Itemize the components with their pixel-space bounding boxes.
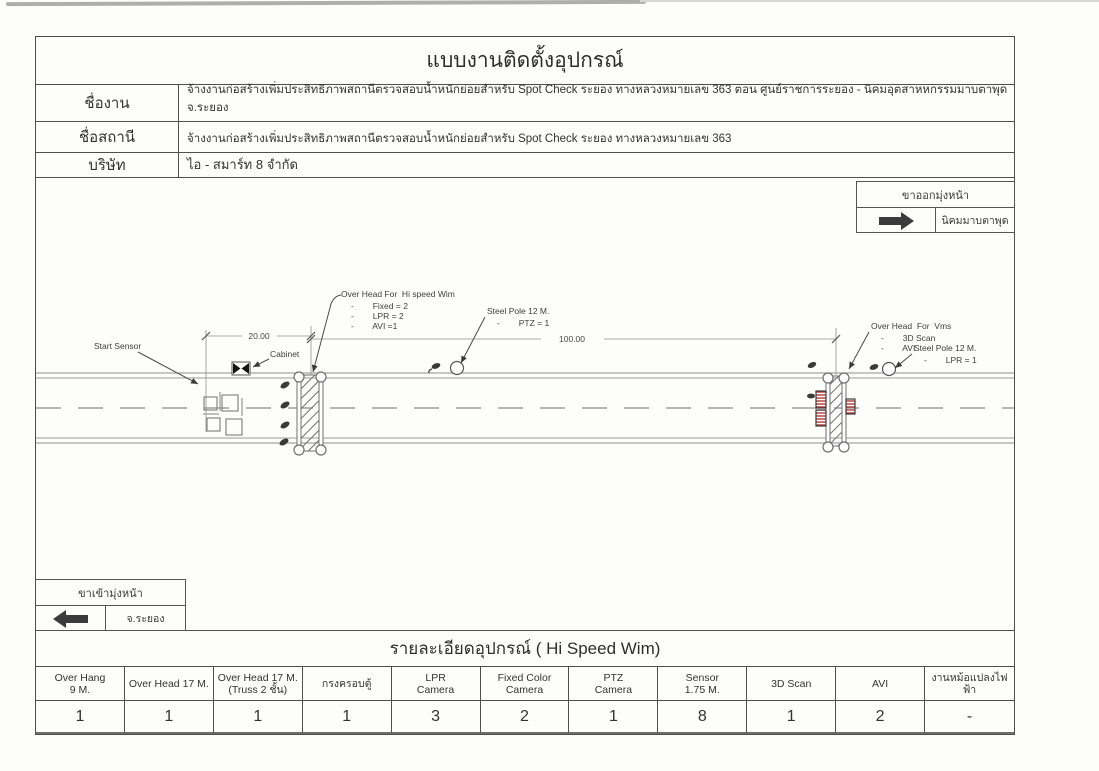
col-avi: AVI	[836, 667, 925, 701]
vms-panel	[816, 410, 826, 426]
truss-post	[316, 372, 326, 382]
overhead-vms-title: Over Head For Vms	[871, 321, 952, 331]
qty-3d-scan: 1	[747, 701, 836, 734]
col-lpr-camera: LPR Camera	[392, 667, 481, 701]
vms-panel	[846, 399, 855, 414]
station-name-row	[36, 122, 1014, 153]
truss-post	[839, 442, 849, 452]
overhead-vms-item: - AVI	[881, 343, 916, 353]
qty-sensor: 8	[658, 701, 747, 734]
cabinet-leader	[253, 359, 269, 367]
lpr-camera-icon	[869, 363, 879, 371]
col-sensor: Sensor 1.75 M.	[658, 667, 747, 701]
cabinet-icon	[232, 362, 250, 375]
truss-post	[316, 445, 326, 455]
company-label: บริษัท	[36, 153, 179, 177]
truss-post	[823, 373, 833, 383]
overhead-vms-item: - 3D Scan	[881, 333, 936, 343]
lpr-steel-pole	[869, 363, 896, 376]
qty-lpr-camera: 3	[392, 701, 481, 734]
steel-pole-lpr-title: Steel Pole 12 M.	[914, 343, 977, 353]
truss-post	[294, 445, 304, 455]
start-sensor-label: Start Sensor	[94, 341, 142, 351]
scan-edge-artifact	[640, 0, 1099, 2]
truss-post	[823, 442, 833, 452]
pole-base	[451, 362, 464, 375]
company-row	[36, 153, 1014, 178]
dimension-100m-label: 100.00	[559, 334, 585, 344]
camera-icon	[279, 380, 290, 390]
pole-base	[883, 363, 896, 376]
steel-pole-ptz-leader	[461, 317, 485, 363]
direction-box-inbound	[36, 579, 186, 631]
overhead-wim-item: - AVI =1	[351, 321, 398, 331]
steel-pole-lpr-item: - LPR = 1	[924, 355, 977, 365]
equipment-table-value-row	[36, 701, 1014, 734]
overhead-wim-leader	[313, 295, 341, 372]
col-overhead17: Over Head 17 M.	[125, 667, 214, 701]
road	[36, 373, 1014, 443]
job-name-value: จ้างงานก่อสร้างเพิ่มประสิทธิภาพสถานีตรวจสอบน้ำหนักย่อยสำหรับ Spot Check ระยอง ทางหลวงหมายเลข 363 ตอน ศูนย์ราชการระยอง - นิคมอุตสาหหกรรมมาบตาพุด จ.ระยอง	[187, 84, 1008, 114]
camera-icon	[807, 394, 815, 399]
cabinet-label: Cabinet	[270, 349, 300, 359]
qty-overhang: 1	[36, 701, 125, 734]
start-sensor-array	[203, 392, 242, 435]
inbound-title: ขาเข้ามุ่งหน้า	[36, 580, 185, 606]
page-title: แบบงานติดตั้งอุปกรณ์	[426, 49, 624, 72]
station-name-label: ชื่อสถานี	[36, 122, 179, 152]
overhead-wim-title: Over Head For Hi speed Wim	[341, 289, 455, 299]
site-plan-drawing	[36, 178, 1014, 631]
steel-pole-ptz-annotation	[461, 306, 549, 363]
overhead-truss-wim	[278, 372, 326, 455]
overhead-wim-item: - LPR = 2	[351, 311, 404, 321]
overhead-wim-annotation	[313, 289, 455, 372]
truss-post	[294, 372, 304, 382]
start-sensor-leader	[138, 352, 198, 384]
col-overhead17-truss: Over Head 17 M. (Truss 2 ชั้น)	[214, 667, 303, 701]
overhead-wim-item: - Fixed = 2	[351, 301, 408, 311]
qty-cabinet-cage: 1	[303, 701, 392, 734]
qty-ptz-camera: 1	[569, 701, 658, 734]
ptz-camera-icon	[431, 362, 441, 370]
camera-icon	[279, 420, 290, 430]
outbound-destination: นิคมมาบตาพุด	[941, 215, 1009, 227]
title-bar	[36, 37, 1014, 85]
equipment-table-title-row	[36, 630, 1014, 667]
qty-overhead17: 1	[125, 701, 214, 734]
col-ptz-camera: PTZ Camera	[569, 667, 658, 701]
qty-fixed-color-camera: 2	[481, 701, 570, 734]
equipment-table-title: รายละเอียดอุปกรณ์ ( Hi Speed Wim)	[389, 639, 661, 658]
qty-transformer: -	[925, 701, 1014, 734]
sheet-frame	[35, 36, 1015, 735]
steel-pole-ptz-title: Steel Pole 12 M.	[487, 306, 550, 316]
arrow-right-icon	[879, 212, 914, 230]
qty-avi: 2	[836, 701, 925, 734]
col-3d-scan: 3D Scan	[747, 667, 836, 701]
qty-overhead17-truss: 1	[214, 701, 303, 734]
job-name-row	[36, 85, 1014, 122]
equipment-table-header-row	[36, 667, 1014, 701]
company-value: ไอ - สมาร์ท 8 จำกัด	[187, 156, 298, 172]
col-cabinet-cage: กรงครอบตู้	[303, 667, 392, 701]
site-plan-svg	[36, 178, 1014, 631]
arrow-left-icon	[53, 610, 88, 628]
col-transformer: งานหม้อแปลงไฟฟ้า	[925, 667, 1014, 701]
outbound-title: ขาออกมุ่งหน้า	[857, 182, 1014, 208]
direction-box-outbound	[856, 181, 1015, 233]
steel-pole-lpr-leader	[895, 354, 912, 368]
overhead-vms-leader	[849, 332, 869, 369]
inbound-destination: จ.ระยอง	[126, 613, 165, 625]
scan-edge-artifact	[6, 0, 646, 6]
col-overhang: Over Hang 9 M.	[36, 667, 125, 701]
truss-post	[839, 373, 849, 383]
camera-icon	[807, 361, 817, 370]
vms-panel	[816, 391, 826, 408]
col-fixed-color-camera: Fixed Color Camera	[481, 667, 570, 701]
steel-pole-ptz-item: - PTZ = 1	[497, 318, 550, 328]
job-name-label: ชื่องาน	[36, 85, 179, 121]
station-name-value: จ้างงานก่อสร้างเพิ่มประสิทธิภาพสถานีตรวจสอบน้ำหนักย่อยสำหรับ Spot Check ระยอง ทางหลวงหมายเลข 363	[187, 133, 732, 145]
dimension-20m-label: 20.00	[248, 331, 270, 341]
